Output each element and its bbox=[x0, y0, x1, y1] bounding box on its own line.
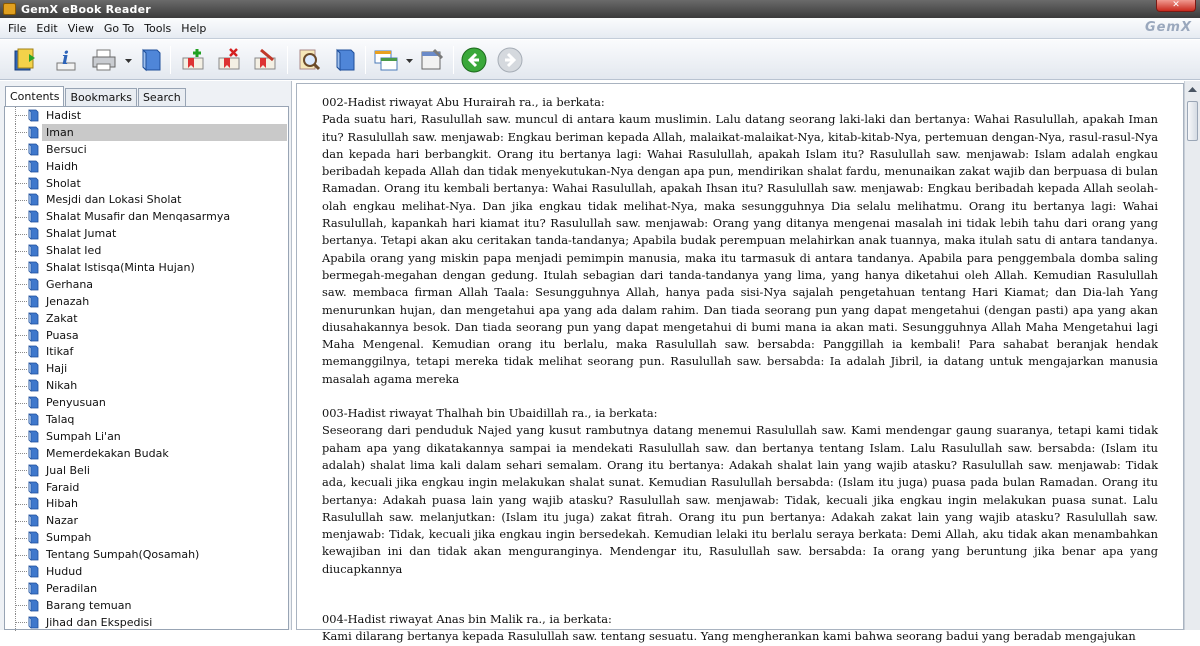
tree-item-label: Gerhana bbox=[46, 277, 94, 291]
toolbar-separator bbox=[287, 46, 288, 74]
section-heading: 004-Hadist riwayat Anas bin Malik ra., ia berkata: bbox=[322, 612, 612, 627]
tree-connector bbox=[15, 284, 27, 285]
book-icon bbox=[28, 295, 39, 308]
menu-edit[interactable]: Edit bbox=[36, 21, 58, 35]
book-icon bbox=[28, 278, 39, 291]
menu-file[interactable]: File bbox=[8, 21, 27, 35]
tree-item[interactable] bbox=[5, 462, 288, 479]
menu-help[interactable]: Help bbox=[181, 21, 207, 35]
tree-connector bbox=[15, 419, 27, 420]
book-icon[interactable] bbox=[136, 45, 166, 75]
book-icon bbox=[28, 531, 39, 544]
toolbar-separator bbox=[170, 46, 171, 74]
book-icon bbox=[28, 345, 39, 358]
tree-item[interactable] bbox=[5, 428, 288, 445]
menu-view[interactable]: View bbox=[67, 21, 94, 35]
tree-item-label: Jenazah bbox=[46, 294, 90, 308]
tree-item[interactable] bbox=[5, 141, 288, 158]
section-heading: 003-Hadist riwayat Thalhah bin Ubaidillah ra., ia berkata: bbox=[322, 406, 658, 421]
delete-bookmark-icon[interactable] bbox=[214, 45, 244, 75]
tree-connector bbox=[15, 217, 27, 218]
forward-icon[interactable] bbox=[495, 45, 525, 75]
tree-item-label: Tentang Sumpah(Qosamah) bbox=[46, 548, 200, 562]
tree-connector bbox=[15, 301, 27, 302]
book-icon bbox=[28, 210, 39, 223]
book-icon bbox=[28, 447, 39, 460]
book-icon bbox=[28, 227, 39, 240]
book-icon bbox=[28, 261, 39, 274]
sidebar-tabs bbox=[5, 86, 187, 106]
tree-connector bbox=[15, 132, 27, 133]
book-icon bbox=[28, 329, 39, 342]
tree-item[interactable] bbox=[5, 495, 288, 512]
tree-connector bbox=[15, 318, 27, 319]
title-bar bbox=[0, 0, 1200, 18]
tree-item-label: Peradilan bbox=[46, 581, 98, 595]
tree-connector bbox=[15, 571, 27, 572]
vertical-scrollbar[interactable] bbox=[1184, 81, 1200, 630]
tree-item[interactable] bbox=[5, 546, 288, 563]
window-title: GemX eBook Reader bbox=[21, 2, 151, 16]
section-body: Kami dilarang bertanya kepada Rasulullah saw. tentang sesuatu. Yang mengherankan kami bahwa seorang badui yang beradab mengajukan bbox=[322, 629, 1136, 644]
tree-connector bbox=[15, 149, 27, 150]
tree-connector bbox=[15, 436, 27, 437]
tree-item[interactable] bbox=[5, 529, 288, 546]
window-layout-icon[interactable] bbox=[371, 45, 401, 75]
tree-item-label: Jual Beli bbox=[46, 463, 90, 477]
tree-item[interactable] bbox=[5, 327, 288, 344]
tree-item[interactable] bbox=[5, 175, 288, 192]
tree-item[interactable] bbox=[5, 394, 288, 411]
book-icon bbox=[28, 481, 39, 494]
svg-text:i: i bbox=[62, 48, 69, 69]
book-icon bbox=[28, 160, 39, 173]
tree-connector bbox=[15, 622, 27, 623]
paragraph-spacer bbox=[322, 388, 1158, 405]
book-icon bbox=[28, 464, 39, 477]
tree-connector bbox=[15, 403, 27, 404]
tree-item-label: Sholat bbox=[46, 176, 81, 190]
scroll-up-arrow-icon[interactable] bbox=[1186, 83, 1199, 97]
tree-connector bbox=[15, 588, 27, 589]
tree-item-label: Zakat bbox=[46, 311, 78, 325]
tree-connector bbox=[15, 166, 27, 167]
app-icon bbox=[3, 3, 16, 15]
toolbar bbox=[0, 40, 1200, 80]
options-icon[interactable] bbox=[417, 45, 447, 75]
tree-item-label: Hadist bbox=[46, 108, 82, 122]
tree-connector bbox=[15, 504, 27, 505]
tree-item-label: Barang temuan bbox=[46, 598, 132, 612]
back-icon[interactable] bbox=[459, 45, 489, 75]
tree-item-label: Penyusuan bbox=[46, 396, 106, 410]
tree-item-label: Haidh bbox=[46, 159, 79, 173]
print-icon[interactable] bbox=[89, 45, 119, 75]
tree-item-label: Shalat Jumat bbox=[46, 227, 117, 241]
tree-item[interactable] bbox=[5, 360, 288, 377]
tree-item[interactable] bbox=[5, 411, 288, 428]
tree-item-label: Haji bbox=[46, 362, 68, 376]
tree-connector bbox=[15, 386, 27, 387]
tree-item-label: Mesjdi dan Lokasi Sholat bbox=[46, 193, 182, 207]
book-icon bbox=[28, 548, 39, 561]
contents-tree[interactable] bbox=[4, 106, 289, 630]
toolbar-separator bbox=[365, 46, 366, 74]
print-dropdown-icon[interactable] bbox=[125, 57, 132, 64]
tree-connector bbox=[15, 335, 27, 336]
tree-item[interactable] bbox=[5, 158, 288, 175]
book-icon bbox=[28, 413, 39, 426]
scrollbar-thumb[interactable] bbox=[1187, 101, 1198, 141]
tree-item[interactable] bbox=[5, 124, 288, 141]
book-icon bbox=[28, 430, 39, 443]
book-icon bbox=[28, 497, 39, 510]
tree-item-label: Shalat Musafir dan Menqasarmya bbox=[46, 210, 231, 224]
tree-item-label: Bersuci bbox=[46, 142, 87, 156]
tree-item[interactable] bbox=[5, 479, 288, 496]
tree-connector bbox=[15, 470, 27, 471]
book-icon bbox=[28, 143, 39, 156]
menu-bar bbox=[0, 18, 1200, 39]
tree-connector bbox=[15, 369, 27, 370]
tree-item[interactable] bbox=[5, 225, 288, 242]
tree-item[interactable] bbox=[5, 191, 288, 208]
left-panel bbox=[0, 81, 292, 630]
tree-item[interactable] bbox=[5, 276, 288, 293]
selection-highlight bbox=[42, 124, 287, 141]
tree-item[interactable] bbox=[5, 563, 288, 580]
tree-connector bbox=[15, 521, 27, 522]
tree-item[interactable] bbox=[5, 293, 288, 310]
tree-item[interactable] bbox=[5, 512, 288, 529]
book-icon bbox=[28, 565, 39, 578]
tree-connector bbox=[15, 115, 27, 116]
section-heading: 002-Hadist riwayat Abu Hurairah ra., ia berkata: bbox=[322, 95, 605, 109]
tab-bookmarks[interactable]: Bookmarks bbox=[65, 88, 136, 106]
tab-search[interactable]: Search bbox=[138, 88, 186, 106]
book-icon bbox=[28, 362, 39, 375]
tree-item[interactable] bbox=[5, 614, 288, 631]
tree-item[interactable] bbox=[5, 377, 288, 394]
tree-item-label: Shalat Ied bbox=[46, 244, 102, 258]
tree-item[interactable] bbox=[5, 242, 288, 259]
close-window-button[interactable]: ✕ bbox=[1156, 0, 1196, 12]
tree-connector bbox=[15, 538, 27, 539]
tree-item-label: Iman bbox=[46, 125, 74, 139]
tree-item-label: Hudud bbox=[46, 564, 83, 578]
tree-item[interactable] bbox=[5, 445, 288, 462]
book-icon bbox=[28, 396, 39, 409]
book-icon bbox=[28, 312, 39, 325]
paragraph-spacer bbox=[322, 578, 1158, 611]
reader-content bbox=[322, 94, 1158, 646]
book-icon bbox=[28, 244, 39, 257]
tab-contents[interactable]: Contents bbox=[5, 86, 64, 106]
find-book-icon[interactable] bbox=[330, 45, 360, 75]
section-body: Seseorang dari penduduk Najed yang kusut rambutnya datang menemui Rasulullah saw. Kami mendengar gaung suaranya, tetapi kami tidak paham apa yang dikatakannya sampai ia mendekati Rasulullah saw. dan bertanya tentang Islam. Lalu Rasulullah saw. bersabda: (Islam itu adalah) shalat lima kali dalam sehari semalam. Orang itu bertanya: Adakah shalat lain yang wajib atasku? Rasulullah saw. menjawab: Tidak ada, kecuali jika engkau ingin melakukan shalat sunat. Kemudian Rasulullah bersabda: (Islam itu juga) puasa pada bulan Ramadan. Orang itu bertanya: Adakah puasa lain yang wajib atasku? Rasulullah saw. menjawab: Tidak, kecuali jika engkau ingin melakukan puasa sunat. Lalu Rasulullah saw. melanjutkan: (Islam itu juga) zakat fitrah. Orang itu pun bertanya: Adakah zakat lain yang wajib atasku? Rasulullah saw. menjawab: Tidak, kecuali jika engkau ingin bersedekah. Kemudian lelaki itu berlalu seraya berkata: Demi Allah, aku tidak akan menambahkan kewajiban ini dan tidak akan menguranginya. Mendengar itu, Rasulullah saw. bersabda: Ia orang yang beruntung jika benar apa yang diucapkannya bbox=[322, 423, 1158, 576]
toolbar-separator bbox=[453, 46, 454, 74]
tree-item-label: Nikah bbox=[46, 379, 78, 393]
book-icon bbox=[28, 109, 39, 122]
edit-bookmark-icon[interactable] bbox=[250, 45, 280, 75]
tree-item-label: Sumpah bbox=[46, 531, 92, 545]
tree-connector bbox=[15, 183, 27, 184]
tree-item[interactable] bbox=[5, 208, 288, 225]
section-body: Pada suatu hari, Rasulullah saw. muncul di antara kaum muslimin. Lalu datang seorang laki-laki dan bertanya: Wahai Rasulullah, apakah Iman itu? Rasulullah saw. menjawab: Engkau beriman kepada Allah, malaikat-malaikat-Nya, kitab-kitab-Nya, pertemuan dengan-Nya, rasul-rasul-Nya dan kepada hari berbangkit. Orang itu bertanya lagi: Wahai Rasulullah, apakah Islam itu? Rasulullah saw. menjawab: Islam adalah engkau beribadah kepada Allah dan tidak menyekutukan-Nya dengan apa pun, mendirikan shalat fardu, menunaikan zakat wajib dan berpuasa di bulan Ramadan. Orang itu kembali bertanya: Wahai Rasulullah, apakah Ihsan itu? Rasulullah saw. menjawab: Engkau beribadah kepada Allah seolah-olah engkau melihat-Nya. Dan jika engkau tidak melihat-Nya, maka sesungguhnya Dia selalu melihatmu. Orang itu bertanya lagi: Wahai Rasulullah, kapankah hari kiamat itu? Rasulullah saw. menjawab: Orang yang ditanya mengenai masalah ini tidak lebih tahu dari orang yang bertanya. Tetapi akan aku ceritakan tanda-tandanya; Apabila budak perempuan melahirkan anak tuannya, maka itulah satu di antara tandanya. Apabila orang yang miskin papa menjadi pemimpin manusia, maka itu tarmasuk di antara tandanya. Apabila para penggembala domba saling bermegah-megahan dengan gedung. Itulah sebagian dari tanda-tandanya yang lima, yang hanya diketahui oleh Allah. Kemudian Rasulullah saw. membaca firman Allah Taala: Sesungguhnya Allah, hanya pada sisi-Nya sajalah pengetahuan tentang Hari Kiamat; dan Dia-lah Yang menurunkan hujan, dan mengetahui apa yang ada dalam rahim. Dan tiada seorang pun yang dapat mengetahui (dengan pasti) apa yang akan diusahakannya besok. Dan tiada seorang pun yang dapat mengetahui di bumi mana ia akan mati. Sesungguhnya Allah Maha Mengetahui lagi Maha Mengenal. Kemudian orang itu berlalu, maka Rasulullah saw. bersabda: Panggillah ia kembali! Para sahabat beranjak hendak memanggilnya, tetapi mereka tidak melihat seorang pun. Rasulullah saw. bersabda: Ia adalah Jibril, ia datang untuk mengajarkan manusia masalah agama mereka bbox=[322, 112, 1158, 386]
book-icon bbox=[28, 379, 39, 392]
tree-item[interactable] bbox=[5, 310, 288, 327]
menu-tools[interactable]: Tools bbox=[144, 21, 172, 35]
tree-connector bbox=[15, 555, 27, 556]
tree-connector bbox=[15, 487, 27, 488]
tree-connector bbox=[15, 200, 27, 201]
book-icon bbox=[28, 177, 39, 190]
layout-dropdown-icon[interactable] bbox=[406, 57, 413, 64]
book-icon bbox=[28, 514, 39, 527]
tree-item-label: Nazar bbox=[46, 514, 79, 528]
open-book-icon[interactable] bbox=[10, 45, 40, 75]
tree-item[interactable] bbox=[5, 343, 288, 360]
tree-connector bbox=[15, 352, 27, 353]
find-icon[interactable] bbox=[294, 45, 324, 75]
add-bookmark-icon[interactable] bbox=[178, 45, 208, 75]
tree-connector bbox=[15, 267, 27, 268]
menu-goto[interactable]: Go To bbox=[103, 21, 135, 35]
book-icon bbox=[28, 599, 39, 612]
tree-item[interactable] bbox=[5, 107, 288, 124]
book-icon bbox=[28, 582, 39, 595]
tree-item-label: Sumpah Li'an bbox=[46, 429, 121, 443]
tree-connector bbox=[15, 234, 27, 235]
tree-item-label: Itikaf bbox=[46, 345, 74, 359]
tree-item[interactable] bbox=[5, 580, 288, 597]
tree-item-label: Shalat Istisqa(Minta Hujan) bbox=[46, 260, 195, 274]
tree-item-label: Faraid bbox=[46, 480, 80, 494]
tree-connector bbox=[15, 453, 27, 454]
brand-logo: GemX bbox=[1144, 20, 1192, 35]
book-icon bbox=[28, 616, 39, 629]
tree-item-label: Memerdekakan Budak bbox=[46, 446, 169, 460]
book-icon bbox=[28, 126, 39, 139]
tree-item-label: Talaq bbox=[46, 412, 75, 426]
tree-item[interactable] bbox=[5, 259, 288, 276]
info-icon[interactable] bbox=[51, 45, 81, 75]
tree-item[interactable] bbox=[5, 597, 288, 614]
tree-connector bbox=[15, 605, 27, 606]
book-icon bbox=[28, 193, 39, 206]
tree-item-label: Jihad dan Ekspedisi bbox=[46, 615, 153, 629]
tree-item-label: Puasa bbox=[46, 328, 79, 342]
tree-connector bbox=[15, 251, 27, 252]
tree-item-label: Hibah bbox=[46, 497, 79, 511]
